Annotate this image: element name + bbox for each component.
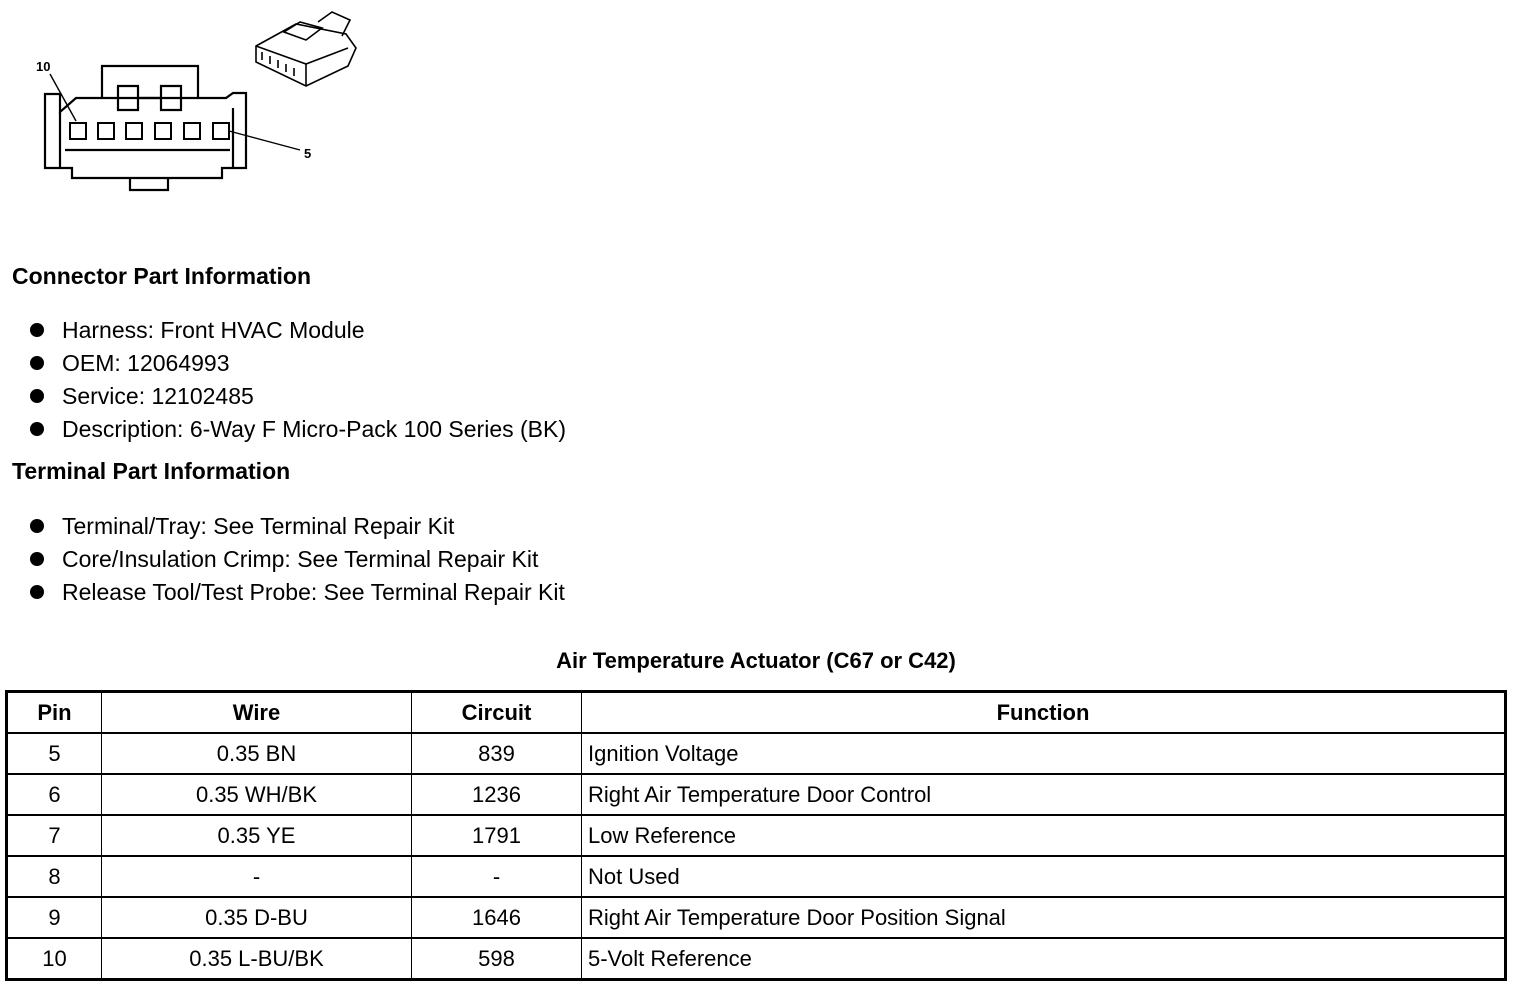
list-item-text: OEM: 12064993 [62, 350, 230, 376]
list-item-text: Release Tool/Test Probe: See Terminal Repair Kit [62, 579, 565, 605]
column-header-wire: Wire [102, 692, 412, 734]
circuit-cell: 1791 [412, 815, 582, 856]
column-header-circuit: Circuit [412, 692, 582, 734]
table-row [7, 733, 1506, 774]
pin-cell: 5 [7, 733, 102, 774]
table-row [7, 774, 1506, 815]
list-item-text: Harness: Front HVAC Module [62, 317, 365, 343]
column-header-pin: Pin [7, 692, 102, 734]
pin-cavity [184, 123, 200, 139]
table-row [7, 938, 1506, 980]
circuit-cell: 1236 [412, 774, 582, 815]
function-cell: Right Air Temperature Door Control [582, 774, 1506, 815]
connector-isometric-view [256, 12, 356, 86]
wire-cell: 0.35 L-BU/BK [102, 938, 412, 980]
wire-cell: 0.35 WH/BK [102, 774, 412, 815]
pin-table-title: Air Temperature Actuator (C67 or C42) [556, 648, 956, 673]
list-item-text: Service: 12102485 [62, 383, 254, 409]
function-cell: Right Air Temperature Door Position Signal [582, 897, 1506, 938]
pin-cavities [70, 123, 229, 139]
connector-part-information-list [30, 316, 566, 448]
pin-cavity [98, 123, 114, 139]
list-item-text: Terminal/Tray: See Terminal Repair Kit [62, 513, 455, 539]
list-item [30, 512, 565, 545]
pin-cavity [155, 123, 171, 139]
pin-cell: 9 [7, 897, 102, 938]
pin-10-label: 10 [36, 59, 51, 74]
pin-cell: 7 [7, 815, 102, 856]
pin-5-leader-line [229, 131, 300, 150]
list-item [30, 545, 565, 578]
circuit-cell: - [412, 856, 582, 897]
table-row [7, 897, 1506, 938]
list-item [30, 316, 566, 349]
connector-part-information-heading: Connector Part Information [12, 263, 312, 289]
pin-cell: 10 [7, 938, 102, 980]
pin-cell: 6 [7, 774, 102, 815]
pin-cell: 8 [7, 856, 102, 897]
circuit-cell: 1646 [412, 897, 582, 938]
table-row [7, 815, 1506, 856]
terminal-part-information-list [30, 512, 565, 611]
list-item [30, 415, 566, 448]
bullet-icon [30, 552, 44, 566]
list-item-text: Core/Insulation Crimp: See Terminal Repair Kit [62, 546, 539, 572]
table-header-row [7, 692, 1506, 734]
circuit-cell: 598 [412, 938, 582, 980]
pin-cavity [126, 123, 142, 139]
pin-cavity [70, 123, 86, 139]
bullet-icon [30, 585, 44, 599]
table-row [7, 856, 1506, 897]
function-cell: Not Used [582, 856, 1506, 897]
pin-table [5, 690, 1507, 981]
function-cell: Ignition Voltage [582, 733, 1506, 774]
list-item [30, 382, 566, 415]
column-header-function: Function [582, 692, 1506, 734]
terminal-part-information-heading: Terminal Part Information [12, 458, 291, 484]
bullet-icon [30, 356, 44, 370]
pin-10-leader-line [50, 74, 76, 121]
wire-cell: - [102, 856, 412, 897]
list-item [30, 349, 566, 382]
wire-cell: 0.35 BN [102, 733, 412, 774]
pin-cavity [213, 123, 229, 139]
function-cell: Low Reference [582, 815, 1506, 856]
function-cell: 5-Volt Reference [582, 938, 1506, 980]
list-item-text: Description: 6-Way F Micro-Pack 100 Series (BK) [62, 416, 567, 442]
wire-cell: 0.35 YE [102, 815, 412, 856]
bullet-icon [30, 519, 44, 533]
bullet-icon [30, 389, 44, 403]
bullet-icon [30, 422, 44, 436]
circuit-cell: 839 [412, 733, 582, 774]
bullet-icon [30, 323, 44, 337]
pin-5-label: 5 [304, 146, 312, 161]
connector-diagram [0, 0, 400, 240]
list-item [30, 578, 565, 611]
wire-cell: 0.35 D-BU [102, 897, 412, 938]
